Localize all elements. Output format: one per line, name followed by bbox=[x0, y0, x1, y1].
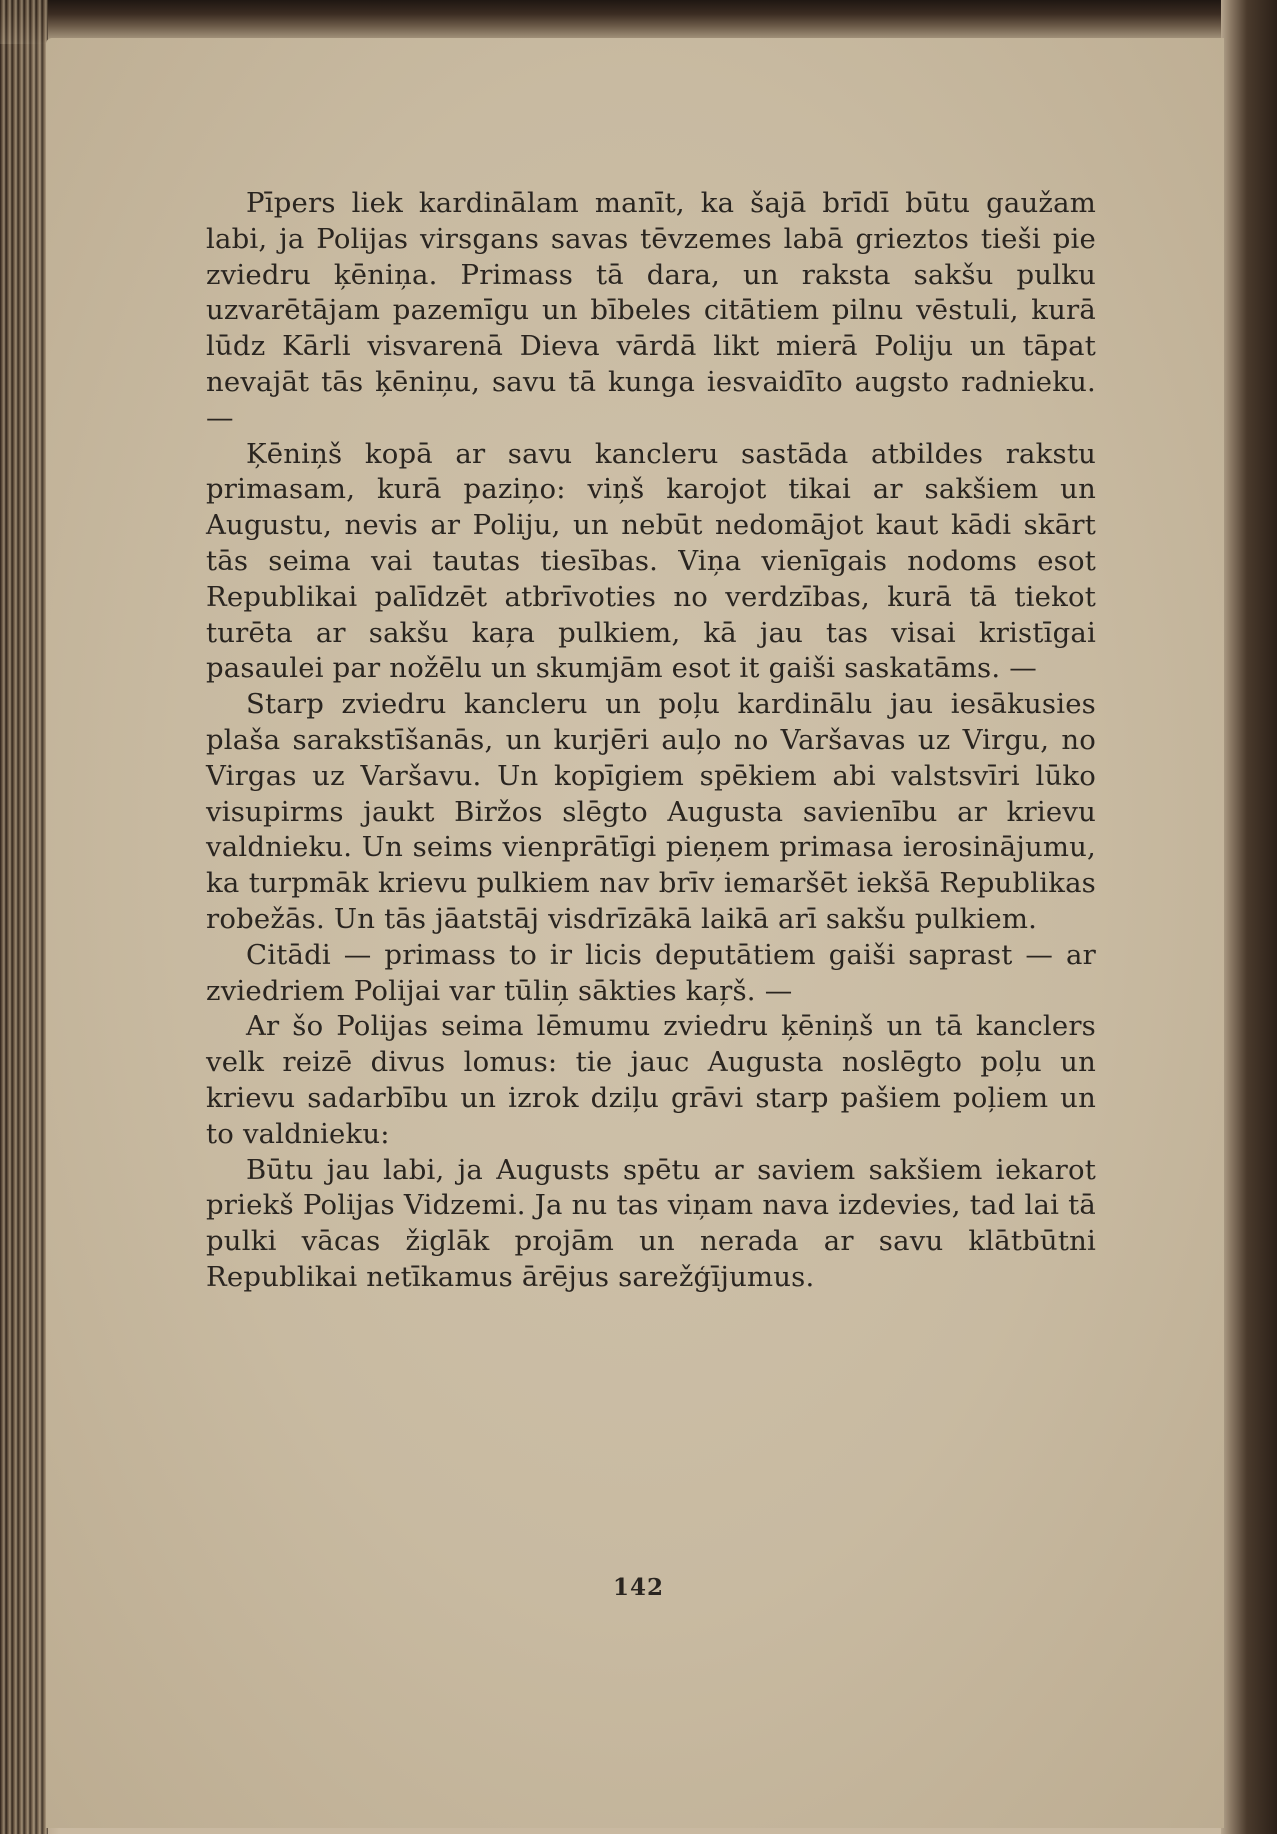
body-text bbox=[206, 186, 1096, 1296]
paragraph: Ķēniņš kopā ar savu kancleru sastāda atbildes rakstu primasam, kurā paziņo: viņš karojot tikai ar sakšiem un Augustu, nevis ar Poliju, un nebūt nedomājot kaut kādi skārt tās seima vai tautas tiesības. Viņa vienīgais nodoms esot Republikai palīdzēt atbrīvoties no verdzības, kurā tā tiekot turēta ar sakšu kaŗa pulkiem, kā jau tas visai kristīgai pasaulei par nožēlu un skumjām esot it gaiši saskatāms. — bbox=[206, 437, 1096, 685]
page-number: 142 bbox=[612, 1574, 664, 1601]
paragraph: Citādi — primass to ir licis deputātiem gaiši saprast — ar zviedriem Polijai var tūliņ sākties kaŗš. — bbox=[206, 938, 1096, 1007]
paragraph: Starp zviedru kancleru un poļu kardinālu jau iesākusies plaša sarakstīšanās, un kurjēri auļo no Varšavas uz Virgu, no Virgas uz Varšavu. Un kopīgiem spēkiem abi valstsvīri lūko visupirms jaukt Biržos slēgto Augusta savienību ar krievu valdnieku. Un seims vienprātīgi pieņem primasa ierosinājumu, ka turpmāk krievu pulkiem nav brīv iemaršēt iekšā Republikas robežās. Un tās jāatstāj visdrīzākā laikā arī sakšu pulkiem. bbox=[206, 688, 1096, 935]
paragraph: Būtu jau labi, ja Augusts spētu ar saviem sakšiem iekarot priekš Polijas Vidzemi. Ja nu tas viņam nava izdevies, tad lai tā pulki vācas žiglāk projām un nerada ar savu klātbūtni Republikai netīkamus ārējus sarežģījumus. bbox=[206, 1153, 1096, 1293]
book-spine-edge bbox=[1221, 0, 1277, 1834]
paragraph: Ar šo Polijas seima lēmumu zviedru ķēniņš un tā kanclers velk reizē divus lomus: tie jauc Augusta noslēgto poļu un krievu sadarbību un izrok dziļu grāvi starp pašiem poļiem un to valdnieku: bbox=[206, 1010, 1096, 1150]
paragraph: Pīpers liek kardinālam manīt, ka šajā brīdī būtu gaužam labi, ja Polijas virsgans savas tēvzemes labā grieztos tieši pie zviedru ķēniņa. Primass tā dara, un raksta sakšu pulku uzvarētājam pazemīgu un bībeles citātiem pilnu vēstuli, kurā lūdz Kārli visvarenā Dieva vārdā likt mierā Poliju un tāpat nevajāt tās ķēniņu, savu tā kunga iesvaidīto augsto radnieku. — bbox=[206, 187, 1096, 434]
page-stack-edge bbox=[0, 0, 48, 1834]
